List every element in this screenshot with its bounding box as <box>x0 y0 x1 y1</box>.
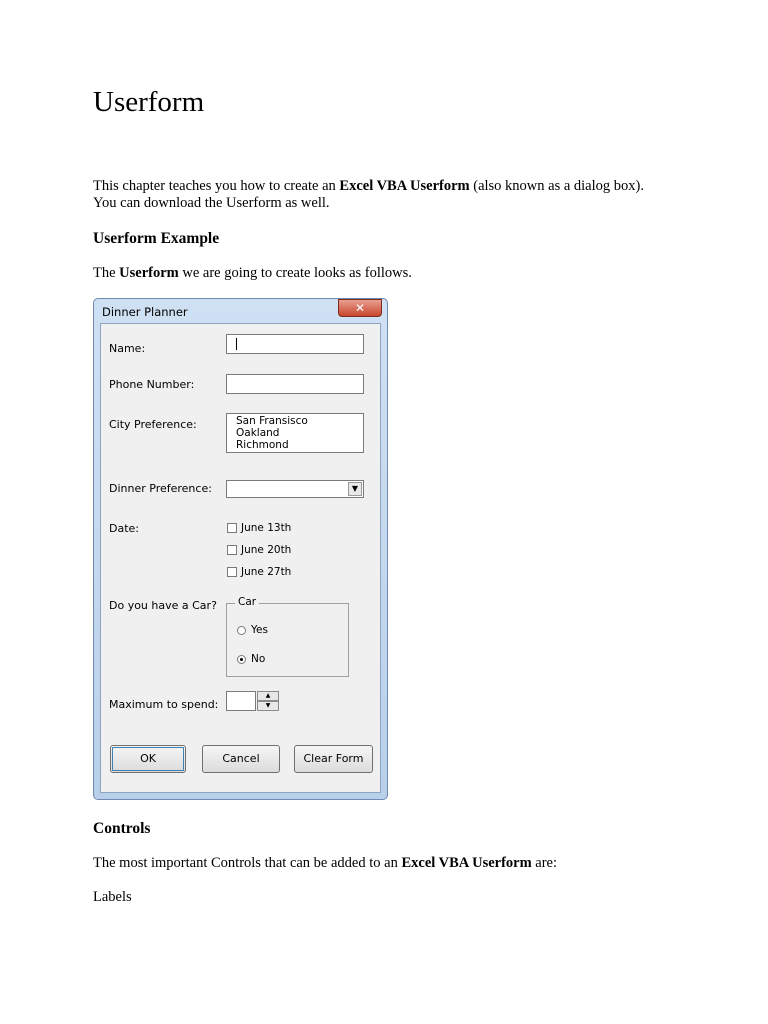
section1-text-end: we are going to create looks as follows. <box>178 265 412 281</box>
radio-button-selected[interactable] <box>237 655 246 664</box>
radio-label: Yes <box>251 624 268 636</box>
section-heading-userform-example: Userform Example <box>93 230 220 247</box>
radio-button[interactable] <box>237 626 246 635</box>
date-checkbox-june-27[interactable] <box>227 566 291 578</box>
intro-bold: Excel VBA Userform <box>339 178 470 194</box>
text-caret <box>236 338 237 350</box>
list-item[interactable]: Oakland <box>236 427 280 439</box>
dialog-client-area <box>100 323 381 793</box>
checkbox-label: June 13th <box>241 522 292 534</box>
ok-button[interactable]: OK <box>110 745 186 773</box>
section2-text-end: are: <box>531 855 558 871</box>
clear-form-button[interactable]: Clear Form <box>294 745 373 773</box>
section2-text: The most important Controls that can be added to an <box>93 855 402 871</box>
spin-down-icon[interactable]: ▼ <box>257 701 279 711</box>
list-item[interactable]: San Fransisco <box>236 415 308 427</box>
close-icon: ✕ <box>354 301 366 315</box>
close-button[interactable] <box>338 299 382 317</box>
spin-button[interactable] <box>257 691 279 711</box>
name-label: Name: <box>109 342 146 355</box>
chevron-down-icon[interactable]: ▼ <box>348 482 362 496</box>
car-frame-caption: Car <box>235 596 259 608</box>
section-heading-controls: Controls <box>93 820 151 837</box>
checkbox-label: June 20th <box>241 544 292 556</box>
intro-paragraph <box>93 178 663 212</box>
phone-label: Phone Number: <box>109 378 195 391</box>
car-label: Do you have a Car? <box>109 599 217 612</box>
page-title: Userform <box>93 86 205 118</box>
max-spend-label: Maximum to spend: <box>109 698 219 711</box>
date-checkbox-june-20[interactable] <box>227 544 291 556</box>
car-radio-yes[interactable] <box>237 624 268 636</box>
checkbox-box[interactable] <box>227 567 237 577</box>
city-listbox[interactable] <box>226 413 364 453</box>
cancel-button[interactable]: Cancel <box>202 745 280 773</box>
checkbox-box[interactable] <box>227 523 237 533</box>
list-item[interactable]: Richmond <box>236 439 289 451</box>
dinner-combobox[interactable] <box>226 480 364 498</box>
phone-input[interactable] <box>226 374 364 394</box>
list-item-labels: Labels <box>93 889 132 905</box>
radio-label: No <box>251 653 266 665</box>
section1-bold: Userform <box>119 265 179 281</box>
date-label: Date: <box>109 522 139 535</box>
dialog-title: Dinner Planner <box>102 305 188 319</box>
section1-text: The <box>93 265 120 281</box>
spin-up-icon[interactable]: ▲ <box>257 691 279 701</box>
dialog-titlebar[interactable] <box>94 299 387 323</box>
checkbox-label: June 27th <box>241 566 292 578</box>
max-spend-input[interactable] <box>226 691 256 711</box>
checkbox-box[interactable] <box>227 545 237 555</box>
intro-text: This chapter teaches you how to create an <box>93 178 340 194</box>
car-frame <box>226 596 349 677</box>
date-checkbox-june-13[interactable] <box>227 522 291 534</box>
intro-text-end: (also known as a dialog box). You can download the Userform as well. <box>93 178 644 211</box>
section2-paragraph <box>93 855 663 872</box>
name-input[interactable] <box>226 334 364 354</box>
city-label: City Preference: <box>109 418 197 431</box>
section2-bold: Excel VBA Userform <box>401 855 532 871</box>
car-radio-no[interactable] <box>237 653 265 665</box>
section1-paragraph <box>93 265 663 282</box>
dinner-label: Dinner Preference: <box>109 482 212 495</box>
dinner-planner-dialog <box>93 298 388 800</box>
